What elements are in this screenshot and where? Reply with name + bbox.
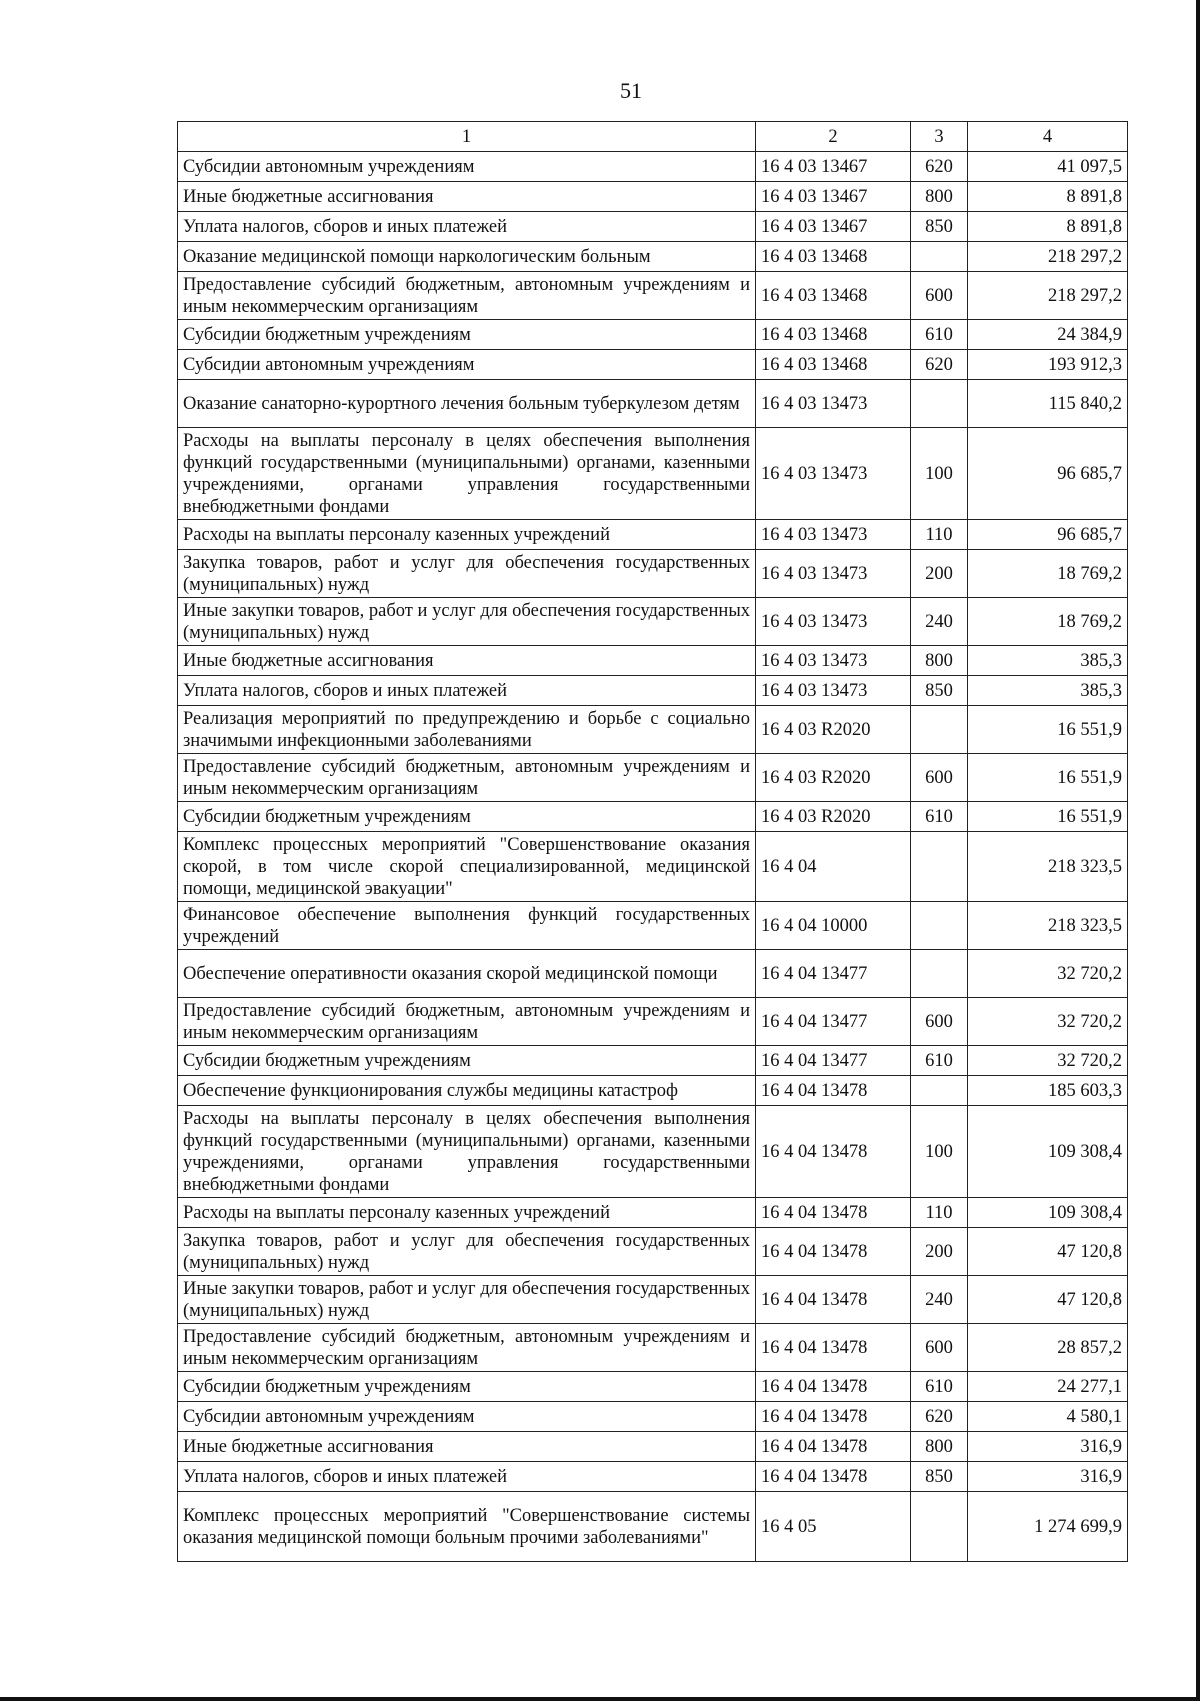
table-row <box>178 380 1128 428</box>
table-row <box>178 1198 1128 1228</box>
row-group-cell: 800 <box>911 182 968 212</box>
row-amount-cell: 24 277,1 <box>968 1372 1128 1402</box>
column-header: 3 <box>911 122 968 152</box>
row-group-cell: 850 <box>911 1462 968 1492</box>
row-code-cell: 16 4 04 13478 <box>756 1076 911 1106</box>
row-name-cell: Реализация мероприятий по предупреждению и борьбе с социально значимыми инфекционными заболеваниями <box>178 706 756 754</box>
row-group-cell: 800 <box>911 646 968 676</box>
table-row <box>178 598 1128 646</box>
table-row <box>178 802 1128 832</box>
row-code-cell: 16 4 03 13467 <box>756 212 911 242</box>
table-row <box>178 182 1128 212</box>
row-amount-cell: 218 323,5 <box>968 832 1128 902</box>
row-group-cell: 610 <box>911 1372 968 1402</box>
row-name-cell: Закупка товаров, работ и услуг для обеспечения государственных (муниципальных) нужд <box>178 1228 756 1276</box>
table-row <box>178 706 1128 754</box>
row-group-cell: 620 <box>911 152 968 182</box>
row-group-cell <box>911 380 968 428</box>
table-row <box>178 212 1128 242</box>
table-row <box>178 950 1128 998</box>
row-name-cell: Финансовое обеспечение выполнения функций государственных учреждений <box>178 902 756 950</box>
row-code-cell: 16 4 03 R2020 <box>756 802 911 832</box>
row-code-cell: 16 4 03 13467 <box>756 182 911 212</box>
page-number: 51 <box>620 78 642 103</box>
row-amount-cell: 1 274 699,9 <box>968 1492 1128 1562</box>
row-group-cell: 620 <box>911 350 968 380</box>
row-name-cell: Уплата налогов, сборов и иных платежей <box>178 676 756 706</box>
row-name-cell: Комплекс процессных мероприятий "Совершенствование оказания скорой, в том числе скорой специализированной, медицинской помощи, медицинской эвакуации" <box>178 832 756 902</box>
row-group-cell: 850 <box>911 676 968 706</box>
table-row <box>178 902 1128 950</box>
row-group-cell <box>911 832 968 902</box>
scan-edge-bottom <box>0 1697 1200 1701</box>
table-row <box>178 1432 1128 1462</box>
row-code-cell: 16 4 03 13468 <box>756 320 911 350</box>
row-name-cell: Иные бюджетные ассигнования <box>178 1432 756 1462</box>
row-name-cell: Оказание санаторно-курортного лечения больным туберкулезом детям <box>178 380 756 428</box>
row-amount-cell: 218 297,2 <box>968 272 1128 320</box>
row-code-cell: 16 4 03 13468 <box>756 242 911 272</box>
row-name-cell: Иные закупки товаров, работ и услуг для обеспечения государственных (муниципальных) нужд <box>178 1276 756 1324</box>
row-group-cell: 240 <box>911 1276 968 1324</box>
row-amount-cell: 316,9 <box>968 1432 1128 1462</box>
row-name-cell: Уплата налогов, сборов и иных платежей <box>178 212 756 242</box>
row-code-cell: 16 4 03 13473 <box>756 550 911 598</box>
row-amount-cell: 8 891,8 <box>968 182 1128 212</box>
row-code-cell: 16 4 03 13468 <box>756 350 911 380</box>
row-name-cell: Обеспечение оперативности оказания скорой медицинской помощи <box>178 950 756 998</box>
row-group-cell <box>911 1492 968 1562</box>
row-code-cell: 16 4 03 13473 <box>756 598 911 646</box>
row-group-cell: 200 <box>911 550 968 598</box>
row-name-cell: Закупка товаров, работ и услуг для обеспечения государственных (муниципальных) нужд <box>178 550 756 598</box>
row-name-cell: Оказание медицинской помощи наркологическим больным <box>178 242 756 272</box>
row-code-cell: 16 4 04 13478 <box>756 1106 911 1198</box>
row-amount-cell: 18 769,2 <box>968 598 1128 646</box>
row-name-cell: Расходы на выплаты персоналу казенных учреждений <box>178 520 756 550</box>
row-name-cell: Обеспечение функционирования службы медицины катастроф <box>178 1076 756 1106</box>
row-name-cell: Предоставление субсидий бюджетным, автономным учреждениям и иным некоммерческим организациям <box>178 754 756 802</box>
scan-edge-right <box>1196 0 1200 1701</box>
table-row <box>178 1492 1128 1562</box>
row-code-cell: 16 4 03 R2020 <box>756 754 911 802</box>
row-group-cell: 610 <box>911 802 968 832</box>
row-group-cell: 600 <box>911 754 968 802</box>
row-code-cell: 16 4 04 13478 <box>756 1462 911 1492</box>
row-code-cell: 16 4 03 13473 <box>756 676 911 706</box>
table-row <box>178 550 1128 598</box>
row-amount-cell: 32 720,2 <box>968 1046 1128 1076</box>
row-name-cell: Уплата налогов, сборов и иных платежей <box>178 1462 756 1492</box>
row-name-cell: Иные закупки товаров, работ и услуг для обеспечения государственных (муниципальных) нужд <box>178 598 756 646</box>
row-name-cell: Комплекс процессных мероприятий "Совершенствование системы оказания медицинской помощи больным прочими заболеваниями" <box>178 1492 756 1562</box>
row-group-cell: 110 <box>911 520 968 550</box>
table-row <box>178 1046 1128 1076</box>
row-name-cell: Предоставление субсидий бюджетным, автономным учреждениям и иным некоммерческим организациям <box>178 1324 756 1372</box>
row-name-cell: Предоставление субсидий бюджетным, автономным учреждениям и иным некоммерческим организациям <box>178 998 756 1046</box>
row-code-cell: 16 4 04 13477 <box>756 950 911 998</box>
row-code-cell: 16 4 04 <box>756 832 911 902</box>
row-code-cell: 16 4 04 13477 <box>756 998 911 1046</box>
row-code-cell: 16 4 04 13478 <box>756 1432 911 1462</box>
row-amount-cell: 115 840,2 <box>968 380 1128 428</box>
row-group-cell: 600 <box>911 272 968 320</box>
row-name-cell: Субсидии бюджетным учреждениям <box>178 320 756 350</box>
table-row <box>178 832 1128 902</box>
row-group-cell <box>911 706 968 754</box>
column-header: 4 <box>968 122 1128 152</box>
row-code-cell: 16 4 04 13478 <box>756 1228 911 1276</box>
table-row <box>178 754 1128 802</box>
row-amount-cell: 16 551,9 <box>968 754 1128 802</box>
row-amount-cell: 47 120,8 <box>968 1228 1128 1276</box>
row-code-cell: 16 4 03 13467 <box>756 152 911 182</box>
row-name-cell: Иные бюджетные ассигнования <box>178 182 756 212</box>
row-group-cell: 200 <box>911 1228 968 1276</box>
row-group-cell: 100 <box>911 428 968 520</box>
row-code-cell: 16 4 04 10000 <box>756 902 911 950</box>
row-name-cell: Субсидии бюджетным учреждениям <box>178 1046 756 1076</box>
row-amount-cell: 32 720,2 <box>968 950 1128 998</box>
table-row <box>178 350 1128 380</box>
row-amount-cell: 96 685,7 <box>968 428 1128 520</box>
table-row <box>178 1276 1128 1324</box>
row-name-cell: Субсидии автономным учреждениям <box>178 350 756 380</box>
row-code-cell: 16 4 04 13477 <box>756 1046 911 1076</box>
row-amount-cell: 16 551,9 <box>968 706 1128 754</box>
row-name-cell: Субсидии бюджетным учреждениям <box>178 1372 756 1402</box>
row-code-cell: 16 4 04 13478 <box>756 1372 911 1402</box>
table-row <box>178 1076 1128 1106</box>
row-code-cell: 16 4 03 13473 <box>756 520 911 550</box>
row-code-cell: 16 4 04 13478 <box>756 1276 911 1324</box>
row-group-cell <box>911 242 968 272</box>
row-amount-cell: 218 323,5 <box>968 902 1128 950</box>
table-row <box>178 152 1128 182</box>
row-group-cell <box>911 950 968 998</box>
table-row <box>178 1228 1128 1276</box>
row-name-cell: Субсидии бюджетным учреждениям <box>178 802 756 832</box>
row-code-cell: 16 4 03 13468 <box>756 272 911 320</box>
row-amount-cell: 24 384,9 <box>968 320 1128 350</box>
table-row <box>178 242 1128 272</box>
row-name-cell: Субсидии автономным учреждениям <box>178 1402 756 1432</box>
table-row <box>178 1372 1128 1402</box>
row-amount-cell: 4 580,1 <box>968 1402 1128 1432</box>
row-group-cell: 100 <box>911 1106 968 1198</box>
row-group-cell: 610 <box>911 1046 968 1076</box>
row-amount-cell: 109 308,4 <box>968 1198 1128 1228</box>
row-amount-cell: 18 769,2 <box>968 550 1128 598</box>
row-group-cell: 600 <box>911 1324 968 1372</box>
budget-table <box>177 121 1128 1562</box>
row-amount-cell: 41 097,5 <box>968 152 1128 182</box>
row-group-cell: 600 <box>911 998 968 1046</box>
row-name-cell: Субсидии автономным учреждениям <box>178 152 756 182</box>
row-code-cell: 16 4 03 13473 <box>756 428 911 520</box>
table-row <box>178 998 1128 1046</box>
table-row <box>178 520 1128 550</box>
row-code-cell: 16 4 03 13473 <box>756 646 911 676</box>
row-code-cell: 16 4 05 <box>756 1492 911 1562</box>
row-name-cell: Расходы на выплаты персоналу казенных учреждений <box>178 1198 756 1228</box>
table-row <box>178 272 1128 320</box>
row-group-cell: 610 <box>911 320 968 350</box>
row-code-cell: 16 4 04 13478 <box>756 1198 911 1228</box>
row-group-cell <box>911 1076 968 1106</box>
row-amount-cell: 32 720,2 <box>968 998 1128 1046</box>
row-amount-cell: 385,3 <box>968 676 1128 706</box>
row-name-cell: Иные бюджетные ассигнования <box>178 646 756 676</box>
row-amount-cell: 47 120,8 <box>968 1276 1128 1324</box>
table-row <box>178 1324 1128 1372</box>
row-name-cell: Расходы на выплаты персоналу в целях обеспечения выполнения функций государственными (муниципальными) органами, казенными учреждениями, органами управления государственными внебюджетными фондами <box>178 1106 756 1198</box>
table-row <box>178 428 1128 520</box>
row-amount-cell: 316,9 <box>968 1462 1128 1492</box>
row-amount-cell: 218 297,2 <box>968 242 1128 272</box>
table-row <box>178 676 1128 706</box>
table-row <box>178 1462 1128 1492</box>
column-header: 1 <box>178 122 756 152</box>
row-amount-cell: 385,3 <box>968 646 1128 676</box>
table-row <box>178 1106 1128 1198</box>
row-amount-cell: 185 603,3 <box>968 1076 1128 1106</box>
row-group-cell: 850 <box>911 212 968 242</box>
table-header-row <box>178 122 1128 152</box>
row-amount-cell: 109 308,4 <box>968 1106 1128 1198</box>
row-amount-cell: 16 551,9 <box>968 802 1128 832</box>
row-name-cell: Предоставление субсидий бюджетным, автономным учреждениям и иным некоммерческим организациям <box>178 272 756 320</box>
row-group-cell: 800 <box>911 1432 968 1462</box>
table-body <box>178 152 1128 1562</box>
row-group-cell <box>911 902 968 950</box>
row-code-cell: 16 4 04 13478 <box>756 1324 911 1372</box>
row-group-cell: 110 <box>911 1198 968 1228</box>
row-code-cell: 16 4 03 13473 <box>756 380 911 428</box>
row-amount-cell: 8 891,8 <box>968 212 1128 242</box>
table-row <box>178 320 1128 350</box>
row-amount-cell: 28 857,2 <box>968 1324 1128 1372</box>
row-group-cell: 620 <box>911 1402 968 1432</box>
row-code-cell: 16 4 03 R2020 <box>756 706 911 754</box>
table-row <box>178 1402 1128 1432</box>
row-group-cell: 240 <box>911 598 968 646</box>
column-header: 2 <box>756 122 911 152</box>
row-name-cell: Расходы на выплаты персоналу в целях обеспечения выполнения функций государственными (муниципальными) органами, казенными учреждениями, органами управления государственными внебюджетными фондами <box>178 428 756 520</box>
row-amount-cell: 96 685,7 <box>968 520 1128 550</box>
row-amount-cell: 193 912,3 <box>968 350 1128 380</box>
row-code-cell: 16 4 04 13478 <box>756 1402 911 1432</box>
table-row <box>178 646 1128 676</box>
